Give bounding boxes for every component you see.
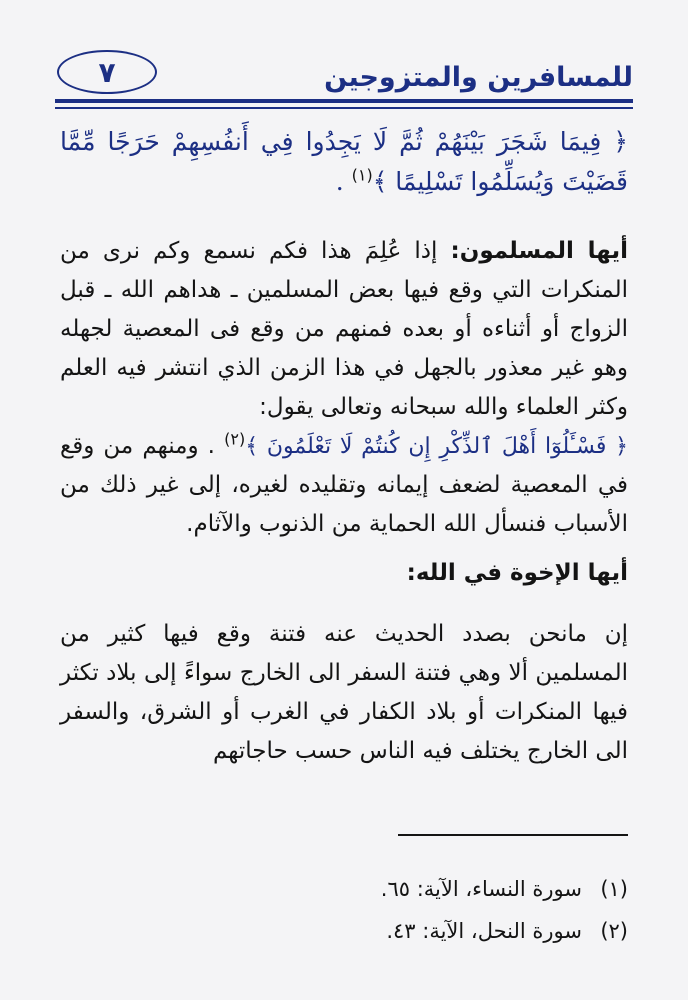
- running-title: للمسافرين والمتزوجين: [324, 62, 633, 93]
- main-text: [60, 122, 628, 771]
- paragraph-1-lead: أيها المسلمون:: [450, 238, 628, 264]
- paragraph-1-tail: . ومنهم من وقع في المعصية لضعف إيمانه وتقليده لغيره، إلى غير ذلك من الأسباب فنسأل الله الحماية من الذنوب والآثام.: [60, 433, 628, 537]
- header-rule-thick: [55, 99, 633, 103]
- footnote-1-text: سورة النساء، الآية: ٦٥.: [380, 877, 582, 901]
- footnote-2-text: سورة النحل، الآية: ٤٣.: [386, 919, 582, 943]
- footnote-separator: [398, 834, 628, 836]
- header-rule-thin: [55, 107, 633, 109]
- quran-verse-2: ﴿ فَسْـَٔلُوٓا أَهْلَ ٱلذِّكْرِ إِن كُنتُمْ لَا تَعْلَمُونَ ﴾: [245, 434, 629, 459]
- footnote-1: [60, 868, 628, 910]
- heading-brothers: أيها الإخوة في الله:: [406, 560, 628, 586]
- quran-verse-1-end: .: [335, 167, 344, 196]
- footnote-ref-2: (٢): [224, 429, 246, 449]
- footnote-1-number: (١): [600, 877, 628, 901]
- quran-verse-1-text: ﴿ فِيمَا شَجَرَ بَيْنَهُمْ ثُمَّ لَا يَجِدُوا فِي أَنفُسِهِمْ حَرَجًا مِّمَّا قَضَيْتَ وَيُسَلِّمُوا تَسْلِيمًا ﴾: [60, 127, 628, 196]
- paragraph-1: [60, 232, 628, 544]
- footnote-2-number: (٢): [600, 919, 628, 943]
- footnotes: [60, 868, 628, 952]
- quran-verse-1: [60, 122, 628, 202]
- page-number: ٧: [57, 50, 157, 94]
- footnote-2: [60, 910, 628, 952]
- paragraph-1-text: إذا عُلِمَ هذا فكم نسمع وكم نرى من المنكرات التي وقع فيها بعض المسلمين ـ هداهم الله ـ قبل الزواج أو أثناءه أو بعده فمنهم من وقع فى المعصية لجهله وهو غير معذور بالجهل في هذا الزمن الذي انتشر فيه العلم وكثر العلماء والله سبحانه وتعالى يقول:: [60, 238, 628, 420]
- page-header: [55, 44, 633, 106]
- footnote-ref-1: (١): [351, 165, 373, 185]
- paragraph-2: إن مانحن بصدد الحديث عنه فتنة وقع فيها كثير من المسلمين ألا وهي فتنة السفر الى الخارج سواءً إلى بلاد تكثر فيها المنكرات أو بلاد الكفار في الغرب أو الشرق، والسفر الى الخارج يختلف فيه الناس حسب حاجاتهم: [60, 621, 628, 764]
